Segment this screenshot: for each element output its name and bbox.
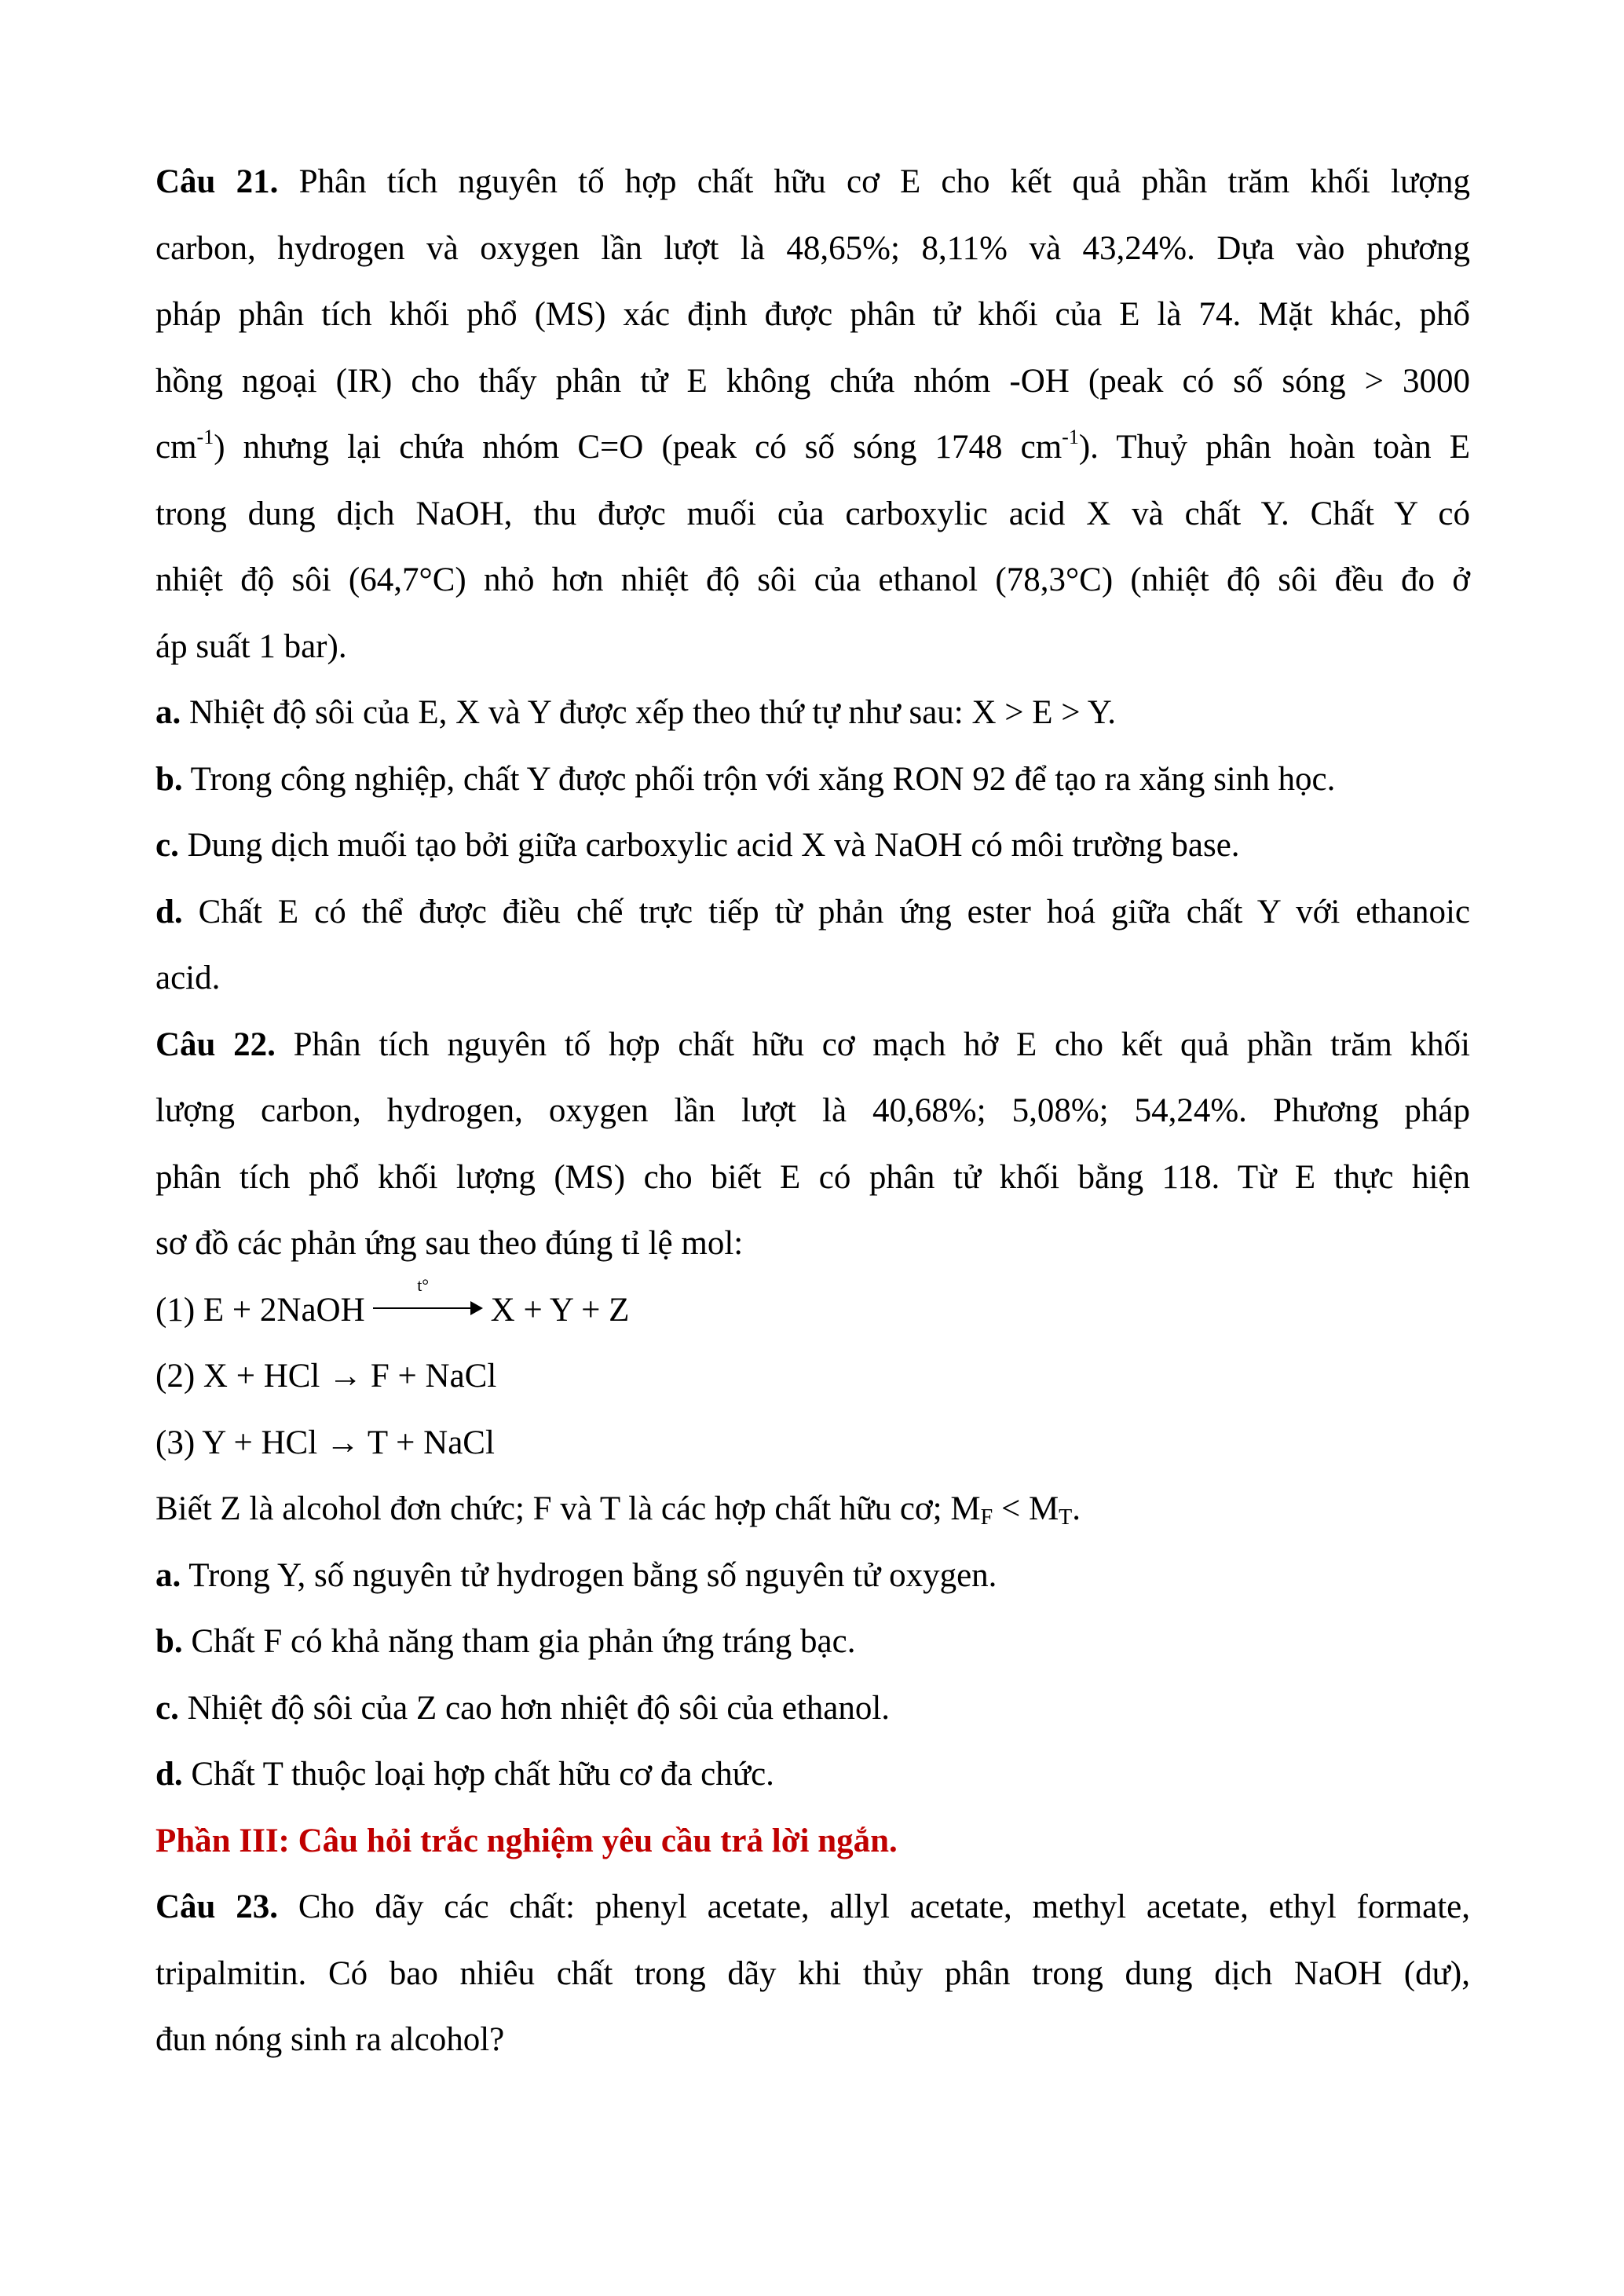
q21-line-4: hồng ngoại (IR) cho thấy phân tử E không chứa nhóm -OH (peak có số sóng > 3000 [155,362,1470,400]
q21-line-6: trong dung dịch NaOH, thu được muối của carboxylic acid X và chất Y. Chất Y có [155,495,1470,532]
part3-heading: Phần III: Câu hỏi trắc nghiệm yêu cầu trả lời ngắn. [155,1822,898,1859]
q23-label: Câu 23. [155,1888,279,1925]
q23-line-2: tripalmitin. Có bao nhiêu chất trong dãy khi thủy phân trong dung dịch NaOH (dư), [155,1954,1470,1992]
q21-line-3: pháp phân tích khối phổ (MS) xác định được phân tử khối của E là 74. Mặt khác, phổ [155,296,1470,333]
q21-line-8: áp suất 1 bar). [155,627,347,665]
q22-label: Câu 22. [155,1026,276,1063]
q22-line-4: sơ đồ các phản ứng sau theo đúng tỉ lệ mol: [155,1225,744,1262]
q21-option-d: d. Chất E có thể được điều chế trực tiếp từ phản ứng ester hoá giữa chất Y với ethanoic [155,893,1470,930]
document-page [155,149,1470,2074]
q21-line-7: nhiệt độ sôi (64,7°C) nhỏ hơn nhiệt độ sôi của ethanol (78,3°C) (nhiệt độ sôi đều đo ở [155,561,1470,598]
q22-line-2: lượng carbon, hydrogen, oxygen lần lượt là 40,68%; 5,08%; 54,24%. Phương pháp [155,1092,1470,1129]
q22-option-b: b. Chất F có khả năng tham gia phản ứng tráng bạc. [155,1623,856,1660]
q21-option-d-cont: acid. [155,960,221,996]
q23-line-3: đun nóng sinh ra alcohol? [155,2021,505,2058]
q21-option-b: b. Trong công nghiệp, chất Y được phối trộn với xăng RON 92 để tạo ra xăng sinh học. [155,760,1336,798]
q22-note: Biết Z là alcohol đơn chức; F và T là các hợp chất hữu cơ; $M_F < M_T$. [155,1490,1081,1530]
reaction-2: (2) X + HCl → F + NaCl [155,1358,497,1395]
q22-option-d: d. Chất T thuộc loại hợp chất hữu cơ đa chức. [155,1756,774,1793]
reaction-3: (3) Y + HCl → T + NaCl [155,1424,495,1461]
q21-option-a: a. Nhiệt độ sôi của E, X và Y được xếp theo thứ tự như sau: X > E > Y. [155,694,1116,731]
q22-line-1: Câu 22. Phân tích nguyên tố hợp chất hữu cơ mạch hở E cho kết quả phần trăm khối [155,1026,1470,1063]
q22-option-a: a. Trong Y, số nguyên tử hydrogen bằng số nguyên tử oxygen. [155,1556,997,1594]
q22-line-3: phân tích phổ khối lượng (MS) cho biết E có phân tử khối bằng 118. Từ E thực hiện [155,1158,1470,1196]
q21-line-2: carbon, hydrogen và oxygen lần lượt là 48,65%; 8,11% và 43,24%. Dựa vào phương [155,229,1470,267]
q22-option-c: c. Nhiệt độ sôi của Z cao hơn nhiệt độ sôi của ethanol. [155,1689,891,1727]
q21-line-1: Câu 21. Phân tích nguyên tố hợp chất hữu cơ E cho kết quả phần trăm khối lượng [155,163,1471,200]
q21-label: Câu 21. [155,163,279,200]
reaction-arrow-icon: t° [373,1291,483,1322]
reaction-1: (1) E + 2NaOH t° X + Y + Z [155,1274,630,1329]
q23-line-1: Câu 23. Cho dãy các chất: phenyl acetate, allyl acetate, methyl acetate, ethyl formate, [155,1888,1470,1925]
q21-line-5: $cm^{-1}$) nhưng lại chứa nhóm C=O (peak có số sóng 1748 $cm^{-1}$). Thuỷ phân hoàn toàn E [155,426,1470,466]
q21-option-c: c. Dung dịch muối tạo bởi giữa carboxylic acid X và NaOH có môi trường base. [155,827,1240,864]
